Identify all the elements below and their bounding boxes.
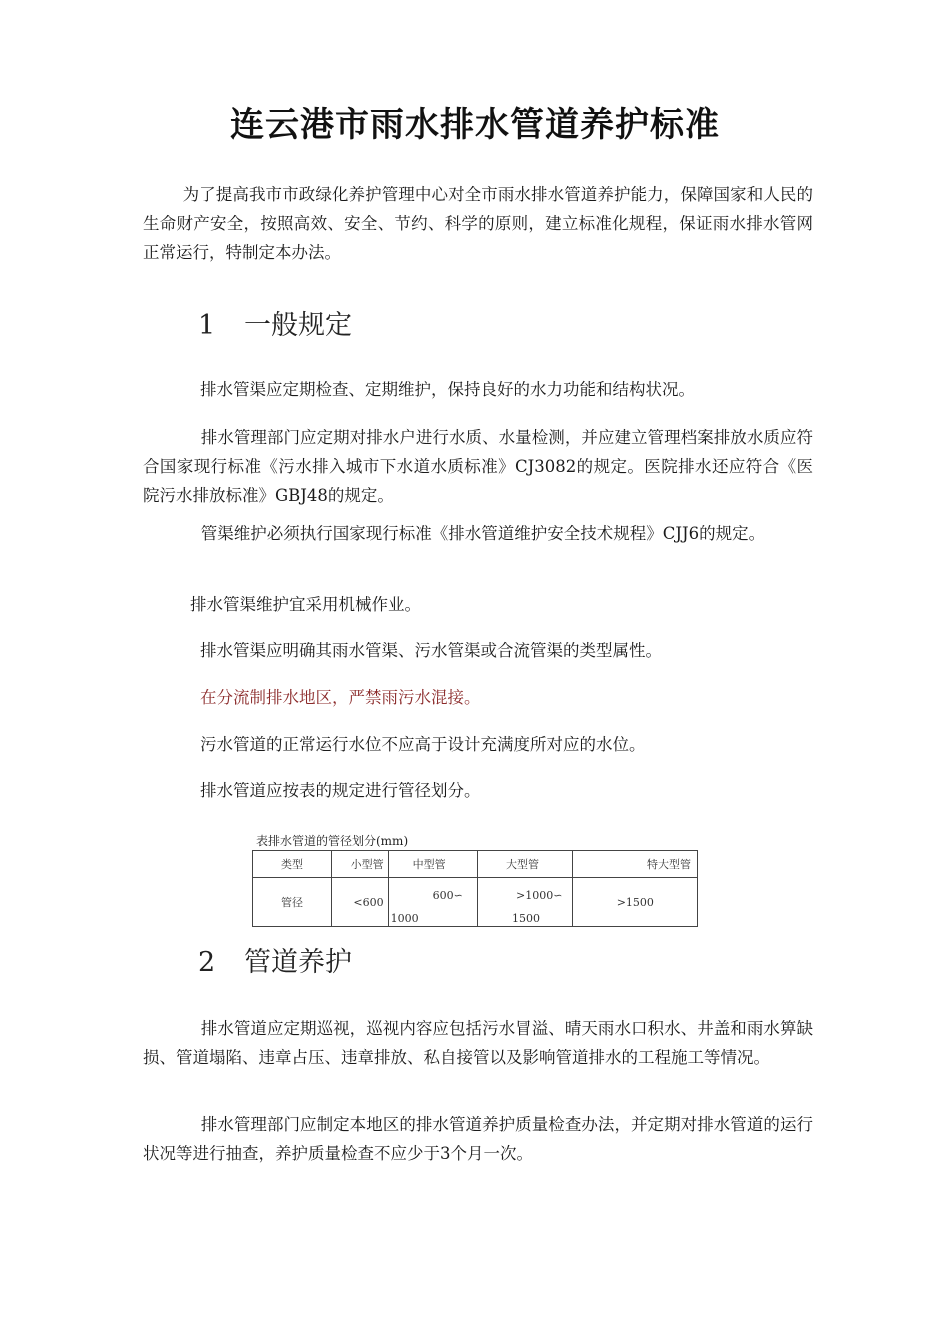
table-row bbox=[253, 878, 698, 927]
table-header-small: 小型管 bbox=[331, 851, 388, 878]
section-1-paragraph-3: 管渠维护必须执行国家现行标准《排水管道维护安全技术规程》CJJ6的规定。 bbox=[200, 524, 766, 543]
section-1-paragraph-6-warning: 在分流制排水地区，严禁雨污水混接。 bbox=[200, 688, 481, 707]
document-title: 连云港市雨水排水管道养护标准 bbox=[230, 105, 720, 145]
table-cell-medium-top: 600∽ bbox=[432, 889, 463, 902]
table-cell-small: <600 bbox=[331, 878, 388, 927]
table-cell-large bbox=[477, 878, 572, 927]
intro-paragraph: 为了提高我市市政绿化养护管理中心对全市雨水排水管道养护能力，保障国家和人民的生命财产安全，按照高效、安全、节约、科学的原则，建立标准化规程，保证雨水排水管网正常运行，特制定本办法。 bbox=[143, 185, 813, 262]
table-cell-large-top: >1000∽ bbox=[515, 889, 563, 902]
section-2-heading bbox=[198, 943, 352, 983]
section-2-paragraph-1: 排水管道应定期巡视，巡视内容应包括污水冒溢、晴天雨水口积水、井盖和雨水箅缺损、管道塌陷、违章占压、违章排放、私自接管以及影响管道排水的工程施工等情况。 bbox=[143, 1019, 813, 1067]
section-1-paragraph-1: 排水管渠应定期检查、定期维护，保持良好的水力功能和结构状况。 bbox=[200, 380, 695, 399]
table-row-label: 管径 bbox=[253, 878, 332, 927]
section-1-paragraph-7: 污水管道的正常运行水位不应高于设计充满度所对应的水位。 bbox=[200, 735, 646, 754]
table-header-xlarge: 特大型管 bbox=[572, 851, 697, 878]
section-2-paragraph-2: 排水管理部门应制定本地区的排水管道养护质量检查办法，并定期对排水管道的运行状况等进行抽查，养护质量检查不应少于3个月一次。 bbox=[143, 1115, 813, 1163]
table-cell-medium bbox=[388, 878, 477, 927]
section-2-number: 2 bbox=[198, 947, 216, 978]
table-header-row bbox=[253, 851, 698, 878]
table-cell-xlarge: >1500 bbox=[572, 878, 697, 927]
section-1-paragraph-2: 排水管理部门应定期对排水户进行水质、水量检测，并应建立管理档案排放水质应符合国家现行标准《污水排入城市下水道水质标准》CJ3082的规定。医院排水还应符合《医院污水排放标准》GBJ48的规定。 bbox=[143, 428, 813, 505]
table-header-large: 大型管 bbox=[477, 851, 572, 878]
section-1-paragraph-5: 排水管渠应明确其雨水管渠、污水管渠或合流管渠的类型属性。 bbox=[200, 641, 662, 660]
section-2-title: 管道养护 bbox=[244, 947, 352, 978]
table-cell-large-bottom: 1500 bbox=[511, 912, 540, 925]
section-1-title: 一般规定 bbox=[244, 310, 352, 341]
pipe-size-table bbox=[252, 850, 698, 927]
table-header-medium: 中型管 bbox=[388, 851, 477, 878]
table-header-type: 类型 bbox=[253, 851, 332, 878]
section-1-paragraph-4: 排水管渠维护宜采用机械作业。 bbox=[190, 595, 421, 614]
section-1-number: 1 bbox=[198, 310, 216, 341]
table-caption: 表排水管道的管径划分(mm) bbox=[256, 834, 409, 848]
section-1-heading bbox=[198, 306, 352, 346]
table-cell-medium-bottom: 1000 bbox=[390, 912, 419, 925]
section-1-paragraph-8: 排水管道应按表的规定进行管径划分。 bbox=[200, 781, 481, 800]
